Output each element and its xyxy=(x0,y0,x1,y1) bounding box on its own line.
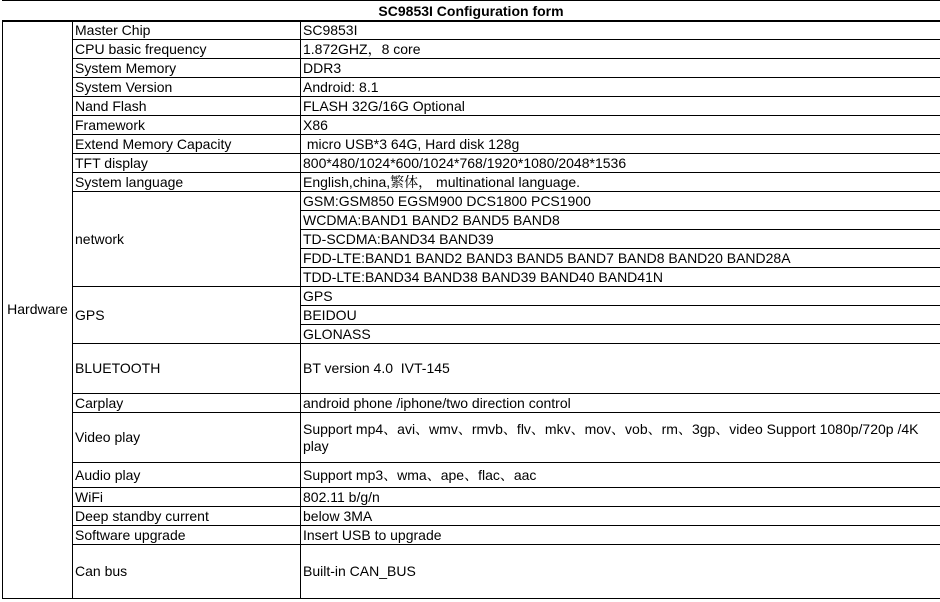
row-label: Audio play xyxy=(73,463,301,488)
table-row xyxy=(3,287,940,306)
spec-table xyxy=(2,20,940,599)
row-label: Nand Flash xyxy=(73,97,301,116)
row-label: WiFi xyxy=(73,488,301,507)
row-value: SC9853I xyxy=(301,21,940,40)
row-value: DDR3 xyxy=(301,59,940,78)
section-label: Hardware xyxy=(3,21,73,599)
row-value: GSM:GSM850 EGSM900 DCS1800 PCS1900 xyxy=(301,192,940,211)
row-value: 800*480/1024*600/1024*768/1920*1080/2048*1536 xyxy=(301,154,940,173)
table-row xyxy=(3,116,940,135)
row-value: GPS xyxy=(301,287,940,306)
configuration-sheet xyxy=(2,0,940,598)
table-row xyxy=(3,192,940,211)
row-label: Framework xyxy=(73,116,301,135)
row-value: WCDMA:BAND1 BAND2 BAND5 BAND8 xyxy=(301,211,940,230)
row-value: TD-SCDMA:BAND34 BAND39 xyxy=(301,230,940,249)
row-label: TFT display xyxy=(73,154,301,173)
table-row xyxy=(3,154,940,173)
table-row xyxy=(3,59,940,78)
row-label: System Version xyxy=(73,78,301,97)
row-value: BEIDOU xyxy=(301,306,940,325)
row-value: TDD-LTE:BAND34 BAND38 BAND39 BAND40 BAND41N xyxy=(301,268,940,287)
row-value: below 3MA xyxy=(301,507,940,526)
table-row xyxy=(3,463,940,488)
table-row xyxy=(3,413,940,463)
table-row xyxy=(3,507,940,526)
row-value: English,china,繁体， multinational language. xyxy=(301,173,940,192)
row-label: GPS xyxy=(73,287,301,344)
row-value: android phone /iphone/two direction control xyxy=(301,394,940,413)
row-value: Support mp3、wma、ape、flac、aac xyxy=(301,463,940,488)
row-label: System language xyxy=(73,173,301,192)
table-row xyxy=(3,344,940,394)
row-value: BT version 4.0 IVT-145 xyxy=(301,344,940,394)
row-label: network xyxy=(73,192,301,287)
row-label: BLUETOOTH xyxy=(73,344,301,394)
row-label: Deep standby current xyxy=(73,507,301,526)
row-value: GLONASS xyxy=(301,325,940,344)
table-row xyxy=(3,21,940,40)
row-label: CPU basic frequency xyxy=(73,40,301,59)
row-label: Master Chip xyxy=(73,21,301,40)
table-row xyxy=(3,78,940,97)
row-value: Support mp4、avi、wmv、rmvb、flv、mkv、mov、vob、rm、3gp、video Support 1080p/720p /4K play xyxy=(301,413,940,463)
row-value: Android: 8.1 xyxy=(301,78,940,97)
row-value: FLASH 32G/16G Optional xyxy=(301,97,940,116)
row-value: Built-in CAN_BUS xyxy=(301,545,940,599)
row-label: System Memory xyxy=(73,59,301,78)
row-value: FDD-LTE:BAND1 BAND2 BAND3 BAND5 BAND7 BAND8 BAND20 BAND28A xyxy=(301,249,940,268)
row-label: Carplay xyxy=(73,394,301,413)
row-value: X86 xyxy=(301,116,940,135)
form-title: SC9853I Configuration form xyxy=(2,0,940,22)
row-label: Video play xyxy=(73,413,301,463)
table-row xyxy=(3,40,940,59)
table-row xyxy=(3,97,940,116)
row-value: Insert USB to upgrade xyxy=(301,526,940,545)
row-value: 802.11 b/g/n xyxy=(301,488,940,507)
row-label: Extend Memory Capacity xyxy=(73,135,301,154)
row-label: Software upgrade xyxy=(73,526,301,545)
row-value: 1.872GHZ，8 core xyxy=(301,40,940,59)
row-value: micro USB*3 64G, Hard disk 128g xyxy=(301,135,940,154)
table-row xyxy=(3,488,940,507)
table-row xyxy=(3,135,940,154)
table-row xyxy=(3,173,940,192)
table-row xyxy=(3,526,940,545)
row-label: Can bus xyxy=(73,545,301,599)
table-row xyxy=(3,545,940,599)
table-row xyxy=(3,394,940,413)
